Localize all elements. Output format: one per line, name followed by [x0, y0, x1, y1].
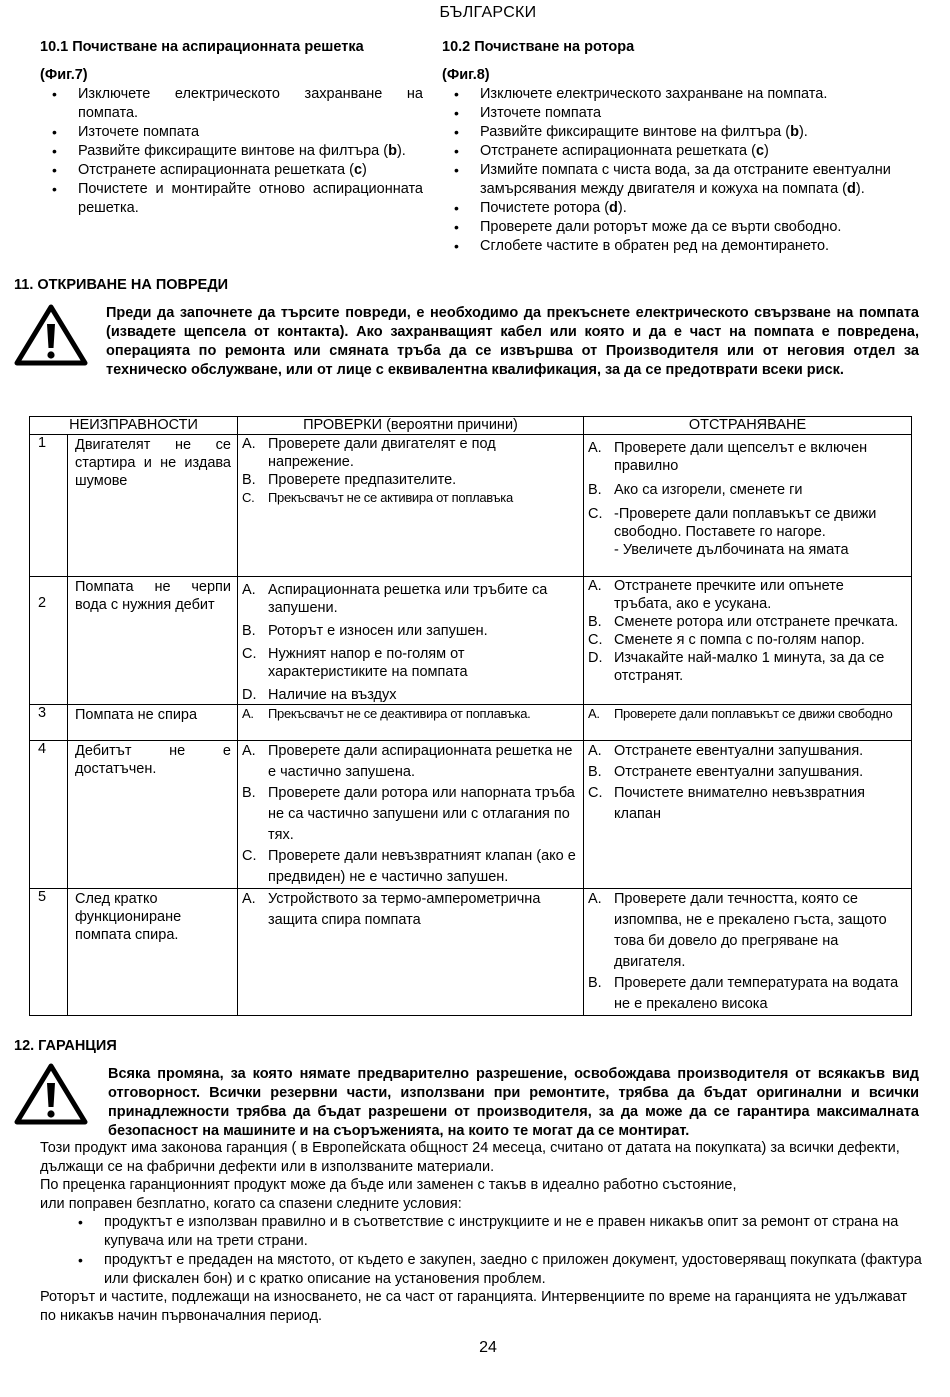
remedy-item: - Увеличете дълбочината на ямата	[614, 542, 849, 558]
left-steps-list	[40, 85, 423, 218]
list-item	[442, 104, 912, 123]
remedy-item: Изчакайте най-малко 1 минута, за да се отстранят.	[614, 650, 885, 684]
table-row	[30, 577, 912, 705]
part-letter: d	[609, 200, 618, 216]
part-letter: d	[847, 181, 856, 197]
section-11-title: 11. ОТКРИВАНЕ НА ПОВРЕДИ	[14, 277, 229, 293]
item-letter: A.	[588, 578, 602, 594]
guarantee-paragraph: По преценка гаранционният продукт може да бъде или заменен с такъв в идеално работно състояние,	[40, 1177, 737, 1193]
list-item-text: Изключете електрическото захранване на помпата.	[480, 86, 828, 102]
remedy-item: Отстранете евентуални запушвания.	[614, 764, 864, 780]
guarantee-paragraph: Този продукт има законова гаранция ( в Европейската общност 24 месеца, считано от датата на покупката) за всички дефекти, дължащи се на фабрични дефекти или в използваните материали.	[40, 1140, 900, 1175]
remedies-cell	[584, 741, 912, 889]
checks-cell	[238, 889, 584, 1016]
list-item-text: Почистете ротора (	[480, 200, 610, 216]
item-letter: B.	[242, 623, 256, 639]
item-letter: A.	[242, 743, 256, 759]
table-row	[30, 705, 912, 741]
list-item-text: )	[362, 162, 367, 178]
row-number: 5	[30, 889, 68, 1016]
list-item	[40, 123, 423, 142]
check-item: Прекъсвачът не се деактивира от поплавъка.	[268, 706, 531, 721]
check-item: Проверете дали ротора или напорната тръба не са частично запушени или с отлагания по тях.	[268, 785, 575, 843]
guarantee-conditions	[66, 1213, 922, 1288]
guarantee-paragraph: или поправен безплатно, когато са спазени следните условия:	[40, 1195, 462, 1212]
fault-cell: Двигателят не се стартира и не издава шумове	[68, 435, 238, 577]
check-item: Проверете дали двигателят е под напрежение.	[268, 436, 496, 470]
list-item-text: Проверете дали роторът може да се върти свободно.	[480, 219, 842, 235]
list-item-text: Източете помпата	[480, 105, 602, 121]
left-column	[40, 38, 423, 218]
checks-cell	[238, 741, 584, 889]
list-item	[40, 180, 423, 218]
section-12-title: 12. ГАРАНЦИЯ	[14, 1038, 117, 1054]
item-letter: D.	[242, 687, 257, 703]
fig-8-label: (Фиг.8)	[442, 67, 490, 83]
part-letter: c	[353, 162, 363, 178]
fault-cell: Помпата не спира	[68, 705, 238, 741]
header-faults: НЕИЗПРАВНОСТИ	[30, 417, 238, 435]
row-number: 4	[30, 741, 68, 889]
guarantee-body	[40, 1139, 922, 1325]
section-12-warning: Всяка промяна, за която нямате предварително разрешение, освобождава производителя от всякакъв вид отговорност. Всички резервни части, използвани при ремонтите, трябва да бъдат оригинални и всички принадлежности трябва да бъдат разрешени от производителя, за да може да се гарантира максималната безопасност на машините и на съоръженията, на които те могат да се монтират.	[108, 1066, 919, 1139]
check-item: Прекъсвачът не се активира от поплавъка	[268, 490, 513, 505]
list-item: • продуктът е използван правилно и в съответствие с инструкциите и не е правен никакъв опит за ремонт от страна на купувача или на трети страни.	[66, 1213, 922, 1250]
item-letter: A.	[588, 440, 602, 456]
item-letter: A.	[588, 891, 602, 907]
item-letter: D.	[588, 650, 603, 666]
page-header: БЪЛГАРСКИ	[439, 4, 537, 21]
right-column	[442, 38, 912, 256]
part-letter: b	[790, 124, 799, 140]
item-letter: B.	[588, 482, 602, 498]
remedy-item: Отстранете евентуални запушвания.	[614, 743, 864, 759]
check-item: Роторът е износен или запушен.	[268, 623, 488, 639]
remedy-item: Проверете дали температурата на водата не е прекалено висока	[614, 975, 899, 1012]
list-item: • продуктът е предаден на мястото, от където е закупен, заедно с приложен документ, удостоверяващ покупката (фактура или фискален бон) и с кратко описание на установения проблем.	[66, 1251, 922, 1288]
item-letter: B.	[588, 614, 602, 630]
warning-icon	[14, 304, 88, 366]
check-item: Нужният напор е по-голям от характеристиките на помпата	[268, 646, 468, 680]
item-letter: A.	[588, 743, 602, 759]
remedies-cell	[584, 889, 912, 1016]
list-item-text: ).	[798, 124, 808, 140]
list-item-text: )	[764, 143, 769, 159]
item-letter: B.	[242, 785, 256, 801]
remedies-cell	[584, 435, 912, 577]
part-letter: c	[755, 143, 765, 159]
list-item-text: Сглобете частите в обратен ред на демонтирането.	[480, 238, 830, 254]
remedy-item: Почистете внимателно невъзвратния клапан	[614, 785, 865, 822]
list-item	[442, 142, 912, 161]
row-number: 1	[30, 435, 68, 577]
list-item-text: ).	[855, 181, 865, 197]
checks-cell	[238, 705, 584, 741]
remedy-item: Проверете дали щепселът е включен правилно	[614, 440, 868, 474]
list-item-text: Измийте помпата с чиста вода, за да отстраните евентуални замърсявания между двигателя и кожуха на помпата (	[480, 162, 891, 197]
check-item: Проверете дали аспирационната решетка не е частично запушена.	[268, 743, 573, 780]
remedy-item: Сменете ротора или отстранете пречката.	[614, 614, 899, 630]
warning-icon	[14, 1063, 88, 1125]
list-item	[442, 237, 912, 256]
table-header-row	[30, 417, 912, 435]
fault-cell: Помпата не черпи вода с нужния дебит	[68, 577, 238, 705]
item-letter: A.	[242, 891, 256, 907]
item-letter: C.	[242, 848, 257, 864]
check-item: Проверете дали невъзвратният клапан (ако е предвиден) не е частично запушен.	[268, 848, 576, 885]
list-item	[442, 218, 912, 237]
part-letter: b	[388, 143, 397, 159]
item-letter: A.	[242, 706, 254, 721]
list-item	[442, 199, 912, 218]
list-item-text: Източете помпата	[78, 124, 200, 140]
right-steps-list	[442, 85, 912, 256]
table-row	[30, 889, 912, 1016]
list-item-text: Изключете електрическото захранване на помпата.	[78, 86, 423, 121]
row-number: 3	[30, 705, 68, 741]
fault-cell: Дебитът не е достатъчен.	[68, 741, 238, 889]
checks-cell	[238, 577, 584, 705]
checks-cell	[238, 435, 584, 577]
item-letter: C.	[242, 490, 255, 505]
header-remedies: ОТСТРАНЯВАНЕ	[584, 417, 912, 435]
check-item: Проверете предпазителите.	[268, 472, 457, 488]
item-letter: C.	[588, 632, 603, 648]
fig-7-label: (Фиг.7)	[40, 67, 88, 83]
list-item-text: Почистете и монтирайте отново аспирационната решетка.	[78, 181, 423, 216]
fault-cell: След кратко функциониране помпата спира.	[68, 889, 238, 1016]
check-item: Наличие на въздух	[268, 687, 397, 703]
section-10-1-title: 10.1 Почистване на аспирационната решетка	[40, 39, 364, 55]
list-item-text: Развийте фиксиращите винтове на филтъра (	[480, 124, 791, 140]
check-item: Устройството за термо-амперометрична защита спира помпата	[268, 891, 541, 928]
item-letter: B.	[242, 472, 256, 488]
item-letter: C.	[588, 785, 603, 801]
section-10-2-title: 10.2 Почистване на ротора	[442, 39, 635, 55]
list-item-text: ).	[396, 143, 406, 159]
remedy-item: Ако са изгорели, сменете ги	[614, 482, 803, 498]
list-item	[40, 161, 423, 180]
item-letter: A.	[242, 436, 256, 452]
remedies-cell	[584, 705, 912, 741]
troubleshooting-table	[29, 416, 912, 1016]
list-item	[442, 85, 912, 104]
item-letter: B.	[588, 975, 602, 991]
remedy-item: Отстранете пречките или опънете тръбата, ако е усукана.	[614, 578, 844, 612]
remedy-item: Проверете дали поплавъкът се движи свободно	[614, 706, 893, 721]
list-item-text: Отстранете аспирационната решетката (	[78, 162, 354, 178]
item-letter: A.	[242, 582, 256, 598]
remedies-cell	[584, 577, 912, 705]
guarantee-paragraph: Роторът и частите, подлежащи на износването, не са част от гаранцията. Интервенциите по време на гаранцията не удължават по никакъв начин първоначалния период.	[40, 1289, 907, 1324]
list-item	[40, 85, 423, 123]
item-letter: B.	[588, 764, 602, 780]
remedy-item: Проверете дали течността, която се изпомпва, не е прекалено гъста, защото това би довело до прегряване на двигателя.	[614, 891, 887, 970]
page-number: 24	[479, 1339, 497, 1356]
item-letter: C.	[588, 506, 603, 522]
item-letter: A.	[588, 706, 600, 721]
row-number: 2	[30, 577, 68, 705]
check-item: Аспирационната решетка или тръбите са запушени.	[268, 582, 548, 616]
list-item	[442, 123, 912, 142]
list-item-text: ).	[617, 200, 627, 216]
remedy-item: -Проверете дали поплавъкът се движи свободно. Поставете го нагоре.	[614, 506, 877, 540]
list-item-text: Отстранете аспирационната решетката (	[480, 143, 756, 159]
table-row	[30, 741, 912, 889]
section-11-warning: Преди да започнете да търсите повреди, е необходимо да прекъснете електрическото свързване на помпата (извадете щепсела от контакта). Ако захранващият кабел или която и да е част на помпата е повредена, операцията по ремонта или смяната тръба да се извършва от Производителя или от неговия отдел за техническо обслужване, или от лице с еквивалентна квалификация, за да се предотврати всеки риск.	[106, 305, 919, 378]
remedy-item: Сменете я с помпа с по-голям напор.	[614, 632, 865, 648]
list-item	[442, 161, 912, 199]
list-item	[40, 142, 423, 161]
header-checks: ПРОВЕРКИ (вероятни причини)	[238, 417, 584, 435]
table-row	[30, 435, 912, 577]
list-item-text: Развийте фиксиращите винтове на филтъра (	[78, 143, 389, 159]
item-letter: C.	[242, 646, 257, 662]
